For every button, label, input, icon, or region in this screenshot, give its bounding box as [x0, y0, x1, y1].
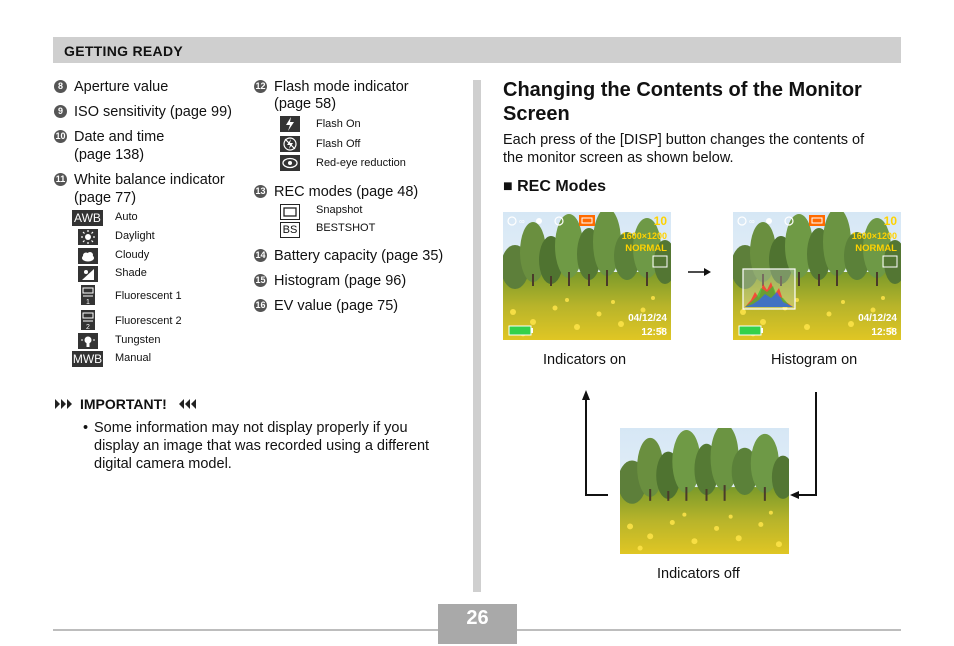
- important-right-icon: [177, 397, 197, 414]
- wb-label: Manual: [115, 352, 152, 364]
- item-text: (page 138): [74, 147, 145, 163]
- svg-text:10: 10: [883, 214, 897, 228]
- shade-icon: [78, 266, 98, 282]
- svg-text:NORMAL: NORMAL: [855, 243, 897, 254]
- number-badge: 15: [255, 275, 266, 285]
- rec-modes-heading: ■ REC Modes: [503, 178, 607, 195]
- svg-text:04/12/24: 04/12/24: [858, 313, 897, 324]
- fluorescent-2-icon: [81, 310, 95, 330]
- important-title: IMPORTANT!: [80, 396, 167, 412]
- item-text: Flash mode indicator: [274, 79, 409, 95]
- arrow-right-icon: [688, 265, 712, 283]
- number-badge: 8: [54, 80, 67, 93]
- middle-column: [254, 78, 464, 318]
- caption-indicators-on: Indicators on: [543, 352, 627, 368]
- section-title: GETTING READY: [64, 43, 184, 59]
- intro-line: Each press of the [DISP] button changes the contents of: [503, 132, 865, 148]
- number-badge: 9: [54, 105, 67, 118]
- number-badge: 11: [55, 174, 66, 184]
- page-number: 26: [466, 607, 489, 629]
- number-badge: 13: [255, 186, 266, 196]
- number-badge: 16: [255, 300, 266, 310]
- fluorescent-1-icon: [81, 285, 95, 305]
- red-eye-icon: [280, 155, 300, 171]
- tungsten-icon: [78, 333, 98, 349]
- arrow-down-icon: [789, 392, 821, 505]
- screen-indicators-off: [620, 428, 789, 554]
- important-heading: [54, 396, 197, 414]
- awb-icon: AWB: [72, 210, 103, 226]
- svg-text:1: 1: [86, 299, 90, 305]
- item-text: (page 58): [274, 96, 337, 112]
- rec-label: Snapshot: [316, 204, 363, 216]
- flash-label: Flash On: [316, 118, 361, 130]
- page-title: [503, 78, 893, 126]
- flash-label: Red-eye reduction: [316, 157, 406, 169]
- item-text: EV value (page 75): [274, 298, 399, 314]
- wb-label: Shade: [115, 267, 147, 279]
- svg-text:04/12/24: 04/12/24: [628, 313, 667, 324]
- svg-text:10: 10: [653, 214, 667, 228]
- screen-indicators-on: [503, 212, 671, 340]
- wb-label: Auto: [115, 211, 138, 223]
- note-line: digital camera model.: [94, 456, 232, 472]
- item-text: REC modes (page 48): [274, 184, 419, 200]
- item-text: Aperture value: [74, 79, 169, 95]
- screen-histogram-on: [733, 212, 901, 340]
- title-line: Changing the Contents of the Monitor: [503, 79, 862, 101]
- number-badge: 10: [55, 131, 66, 141]
- item-text: Date and time: [74, 129, 165, 145]
- rec-label: BESTSHOT: [316, 222, 376, 234]
- important-left-icon: [54, 397, 74, 414]
- caption-indicators-off: Indicators off: [657, 566, 740, 582]
- svg-text:∞: ∞: [519, 217, 525, 226]
- item-text: Histogram (page 96): [274, 273, 407, 289]
- column-divider: [473, 80, 481, 592]
- bullet: •: [83, 420, 89, 436]
- number-badge: 12: [255, 81, 266, 91]
- bestshot-icon: BS: [280, 222, 300, 238]
- svg-text:12:58: 12:58: [871, 327, 897, 338]
- item-text: ISO sensitivity (page 99): [74, 104, 232, 120]
- svg-text:12:58: 12:58: [641, 327, 667, 338]
- note-line: Some information may not display properly if you: [94, 420, 408, 436]
- header-bar: [53, 37, 901, 63]
- title-line: Screen: [503, 103, 570, 125]
- left-column: [54, 78, 244, 378]
- note-line: display an image that was recorded using a different: [94, 438, 430, 454]
- flash-off-icon: [280, 136, 300, 152]
- cloudy-icon: [78, 248, 98, 264]
- wb-label: Cloudy: [115, 249, 150, 261]
- caption-histogram-on: Histogram on: [771, 352, 858, 368]
- wb-label: Tungsten: [115, 334, 161, 346]
- arrow-up-icon: [578, 390, 610, 505]
- intro-text: [503, 131, 893, 167]
- svg-text:2: 2: [86, 324, 90, 330]
- number-badge: 14: [255, 250, 266, 260]
- wb-label: Daylight: [115, 230, 155, 242]
- flash-label: Flash Off: [316, 138, 361, 150]
- daylight-icon: [78, 229, 98, 245]
- svg-text:1600×1200: 1600×1200: [621, 231, 667, 241]
- item-text: Battery capacity (page 35): [274, 248, 444, 264]
- mwb-icon: MWB: [72, 352, 103, 366]
- histogram-panel: [743, 269, 795, 309]
- svg-text:∞: ∞: [749, 217, 755, 226]
- item-text: White balance indicator: [74, 172, 225, 188]
- flash-on-icon: [280, 116, 300, 132]
- wb-label: Fluorescent 1: [115, 290, 182, 302]
- svg-text:1600×1200: 1600×1200: [851, 231, 897, 241]
- item-text: (page 77): [74, 190, 137, 206]
- svg-text:NORMAL: NORMAL: [625, 243, 667, 254]
- page-number-box: [438, 604, 517, 644]
- intro-line: the monitor screen as shown below.: [503, 150, 734, 166]
- snapshot-icon: [280, 204, 300, 220]
- wb-label: Fluorescent 2: [115, 315, 182, 327]
